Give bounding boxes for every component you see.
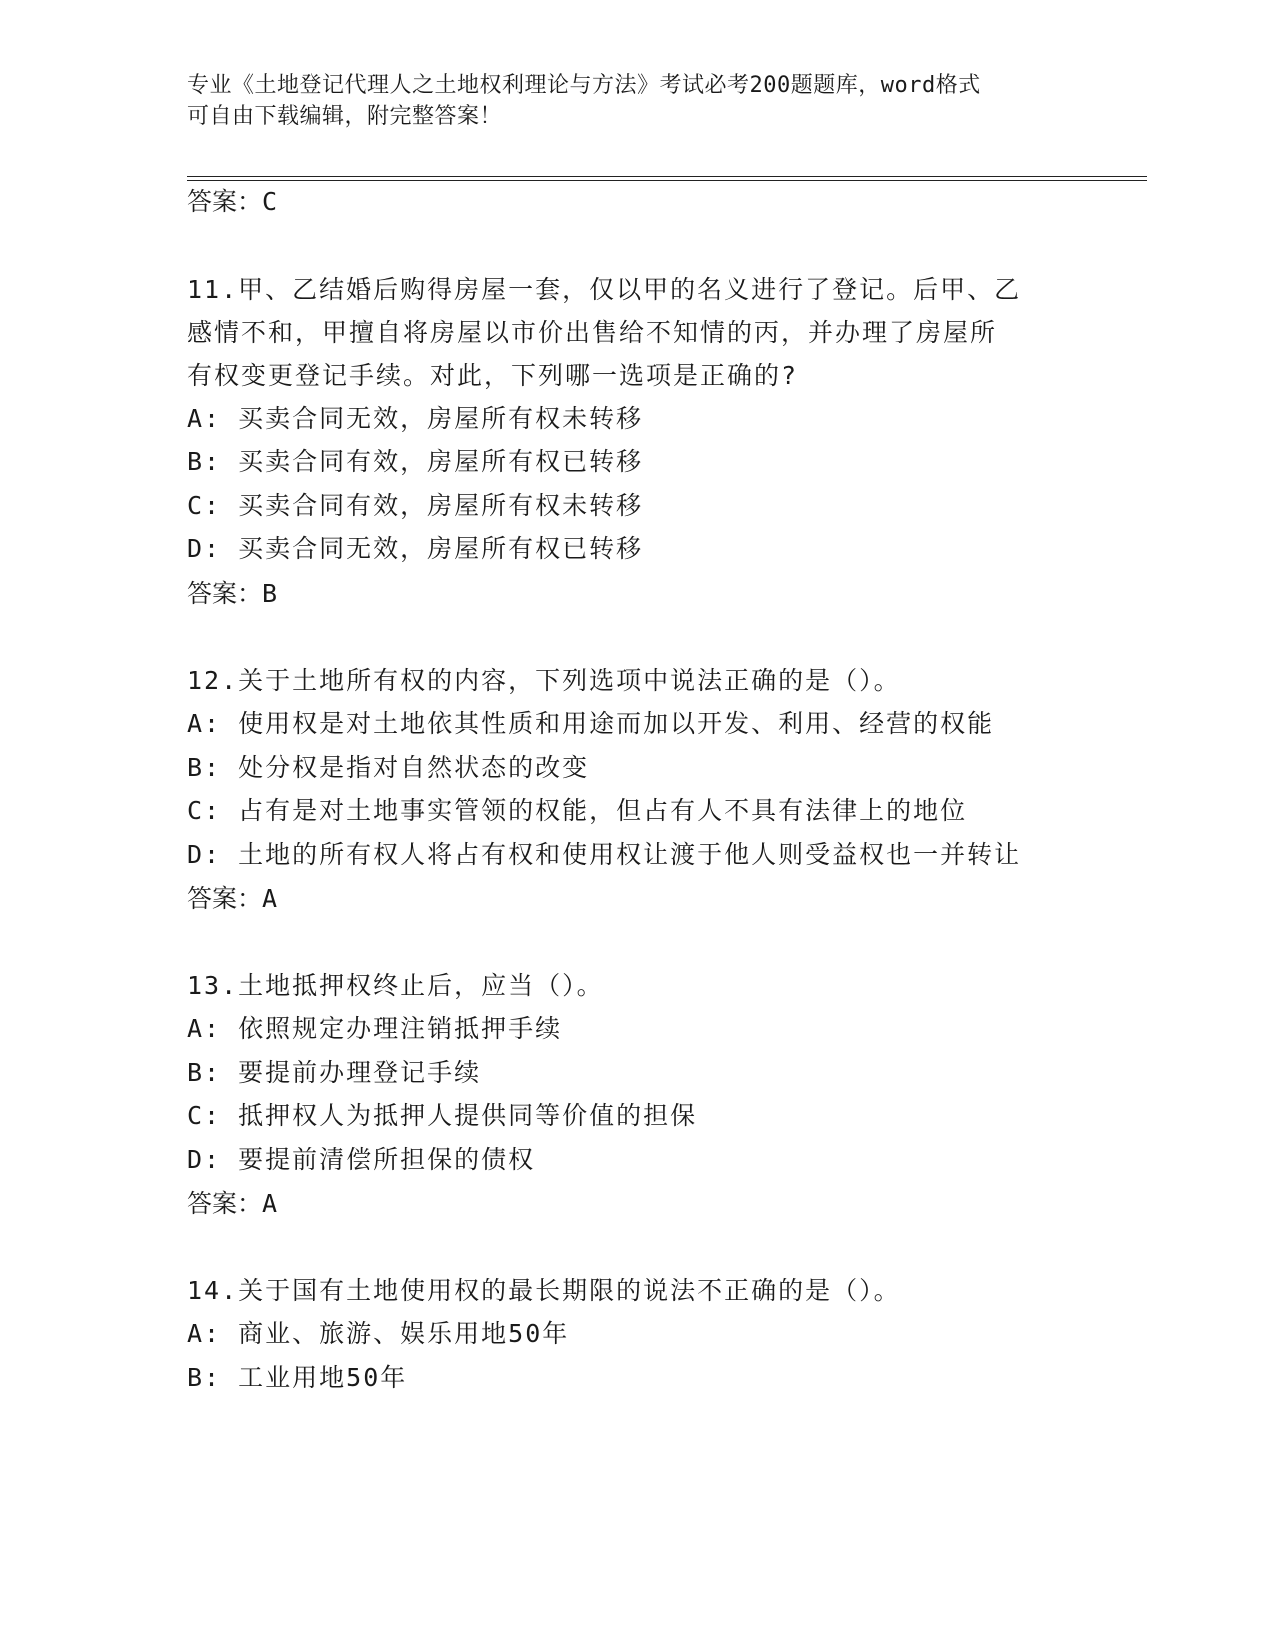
- option-d: D: 土地的所有权人将占有权和使用权让渡于他人则受益权也一并转让: [187, 840, 1022, 869]
- option-b: B: 处分权是指对自然状态的改变: [187, 753, 590, 782]
- option-b: B: 要提前办理登记手续: [187, 1058, 482, 1087]
- answer-line: [187, 187, 277, 217]
- option-c: C: 抵押权人为抵押人提供同等价值的担保: [187, 1101, 698, 1130]
- answer-value: A: [262, 884, 278, 913]
- answer-value: B: [262, 579, 278, 608]
- question-text: 感情不和，甲擅自将房屋以市价出售给不知情的丙，并办理了房屋所: [187, 318, 998, 347]
- answer-line: [187, 884, 277, 914]
- option-a: A: 依照规定办理注销抵押手续: [187, 1014, 563, 1043]
- header-line: 可自由下载编辑，附完整答案！: [187, 104, 503, 129]
- option-b: B: 工业用地50年: [187, 1363, 408, 1392]
- answer-label: 答案：: [187, 187, 263, 216]
- answer-value: A: [262, 1189, 278, 1218]
- question-text: 12.关于土地所有权的内容，下列选项中说法正确的是（）。: [187, 666, 901, 695]
- header-divider: [187, 176, 1147, 181]
- option-a: A: 买卖合同无效，房屋所有权未转移: [187, 404, 644, 433]
- question-text: 11.甲、乙结婚后购得房屋一套，仅以甲的名义进行了登记。后甲、乙: [187, 275, 1022, 304]
- answer-value: C: [262, 187, 278, 216]
- question-text: 有权变更登记手续。对此，下列哪一选项是正确的?: [187, 361, 799, 390]
- option-a: A: 商业、旅游、娱乐用地50年: [187, 1319, 570, 1348]
- header-line: 专业《土地登记代理人之土地权利理论与方法》考试必考200题题库，word格式: [187, 73, 981, 98]
- answer-label: 答案：: [187, 1189, 263, 1218]
- option-d: D: 买卖合同无效，房屋所有权已转移: [187, 534, 644, 563]
- option-b: B: 买卖合同有效，房屋所有权已转移: [187, 447, 644, 476]
- question-text: 13.土地抵押权终止后，应当（）。: [187, 971, 604, 1000]
- option-c: C: 占有是对土地事实管领的权能，但占有人不具有法律上的地位: [187, 796, 968, 825]
- answer-line: [187, 579, 277, 609]
- answer-label: 答案：: [187, 579, 263, 608]
- option-a: A: 使用权是对土地依其性质和用途而加以开发、利用、经营的权能: [187, 709, 995, 738]
- option-c: C: 买卖合同有效，房屋所有权未转移: [187, 491, 644, 520]
- answer-label: 答案：: [187, 884, 263, 913]
- question-text: 14.关于国有土地使用权的最长期限的说法不正确的是（）。: [187, 1276, 901, 1305]
- option-d: D: 要提前清偿所担保的债权: [187, 1145, 536, 1174]
- answer-line: [187, 1189, 277, 1219]
- document-header: [187, 70, 1067, 132]
